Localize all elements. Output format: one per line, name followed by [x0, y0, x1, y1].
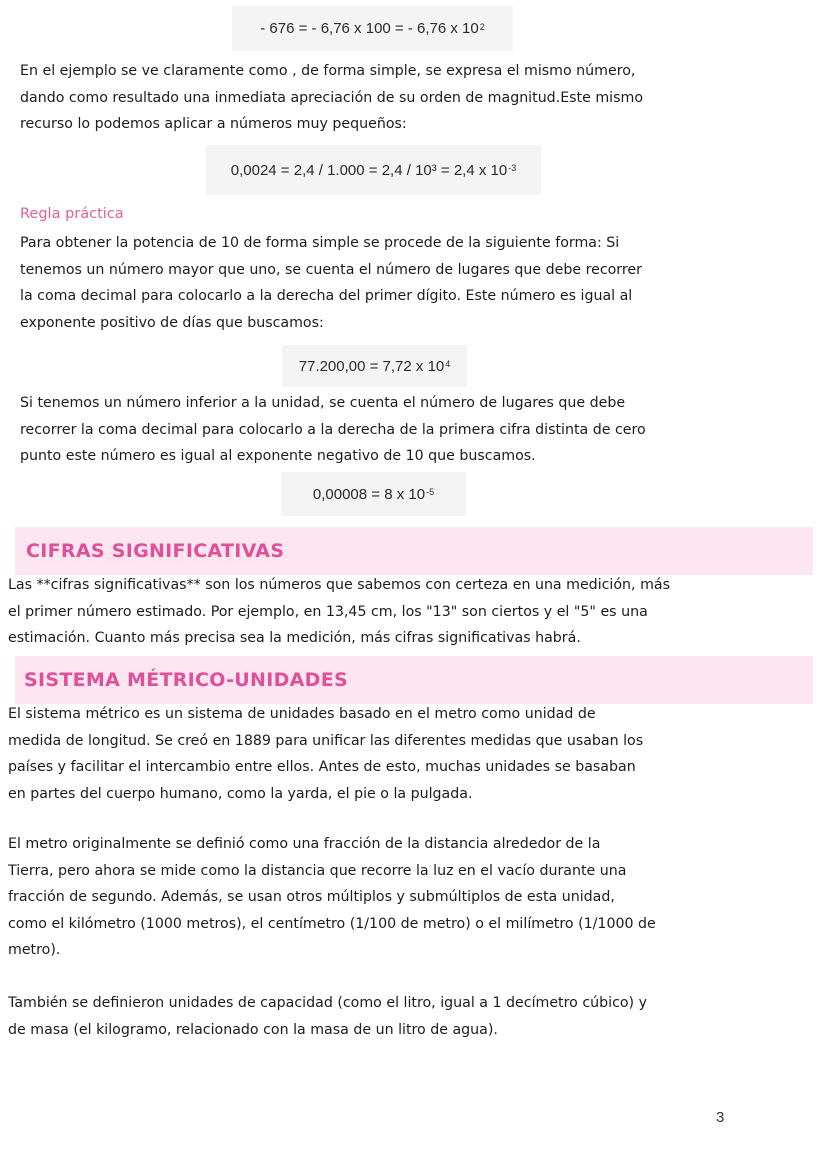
formula-box: [282, 345, 467, 387]
paragraph: [8, 701, 818, 807]
formula-text: 77.200,00 = 7,72 x 10: [298, 357, 445, 375]
page-number: 3: [716, 1109, 725, 1126]
section-title-cifras: CIFRAS SIGNIFICATIVAS: [26, 540, 285, 562]
paragraph: [20, 390, 810, 470]
section-title-sistema: SISTEMA MÉTRICO-UNIDADES: [24, 669, 348, 691]
text-line: la coma decimal para colocarlo a la derecha del primer dígito. Este número es igual al: [20, 288, 633, 304]
formula-box: [232, 6, 513, 51]
paragraph: [8, 990, 818, 1043]
text-line: países y facilitar el intercambio entre ellos. Antes de esto, muchas unidades se basaban: [8, 759, 636, 775]
text-line: Para obtener la potencia de 10 de forma simple se procede de la siguiente forma: Si: [20, 235, 620, 251]
paragraph: [20, 58, 810, 138]
text-line: estimación. Cuanto más precisa sea la medición, más cifras significativas habrá.: [8, 630, 581, 646]
paragraph: [8, 831, 818, 964]
text-line: recurso lo podemos aplicar a números muy pequeños:: [20, 116, 407, 132]
text-line: El metro originalmente se definió como una fracción de la distancia alrededor de la: [8, 836, 601, 852]
text-line: En el ejemplo se ve claramente como , de forma simple, se expresa el mismo número,: [20, 63, 636, 79]
formula-exponent: 4: [445, 359, 451, 369]
formula-exponent: -5: [426, 487, 435, 497]
text-line: Tierra, pero ahora se mide como la distancia que recorre la luz en el vacío durante una: [8, 862, 627, 879]
text-line: recorrer la coma decimal para colocarlo a la derecha de la primera cifra distinta de cero: [20, 421, 646, 438]
formula-text: - 676 = - 6,76 x 100 = - 6,76 x 10: [260, 20, 479, 37]
formula-box: [206, 145, 541, 195]
text-line: Si tenemos un número inferior a la unidad, se cuenta el número de lugares que debe: [20, 395, 626, 411]
formula-text: 0,0024 = 2,4 / 1.000 = 2,4 / 10³ = 2,4 x 10: [230, 161, 508, 179]
text-line: exponente positivo de días que buscamos:: [20, 314, 324, 331]
formula-box: [281, 472, 466, 516]
text-line: en partes del cuerpo humano, como la yarda, el pie o la pulgada.: [8, 785, 473, 802]
rule-label: Regla práctica: [20, 206, 124, 222]
paragraph: [20, 230, 810, 336]
formula-exponent: -3: [508, 163, 517, 173]
paragraph: [8, 572, 818, 652]
text-line: El sistema métrico es un sistema de unidades basado en el metro como unidad de: [8, 706, 596, 722]
formula-exponent: 2: [479, 21, 485, 32]
text-line: fracción de segundo. Además, se usan otros múltiplos y submúltiplos de esta unidad,: [8, 889, 615, 905]
formula-text: 0,00008 = 8 x 10: [312, 485, 426, 503]
text-line: de masa (el kilogramo, relacionado con la masa de un litro de agua).: [8, 1021, 498, 1038]
text-line: como el kilómetro (1000 metros), el centímetro (1/100 de metro) o el milímetro (1/1000 de: [8, 915, 656, 932]
text-line: medida de longitud. Se creó en 1889 para unificar las diferentes medidas que usaban los: [8, 732, 644, 749]
text-line: el primer número estimado. Por ejemplo, en 13,45 cm, los "13" son ciertos y el "5" es una: [8, 603, 648, 620]
text-line: Las **cifras significativas** son los números que sabemos con certeza en una medición, más: [8, 577, 670, 593]
text-line: metro).: [8, 942, 61, 958]
text-line: punto este número es igual al exponente negativo de 10 que buscamos.: [20, 448, 536, 464]
text-line: dando como resultado una inmediata apreciación de su orden de magnitud.Este mismo: [20, 89, 644, 106]
text-line: tenemos un número mayor que uno, se cuenta el número de lugares que debe recorrer: [20, 261, 642, 278]
text-line: También se definieron unidades de capacidad (como el litro, igual a 1 decímetro cúbico) y: [8, 995, 647, 1011]
